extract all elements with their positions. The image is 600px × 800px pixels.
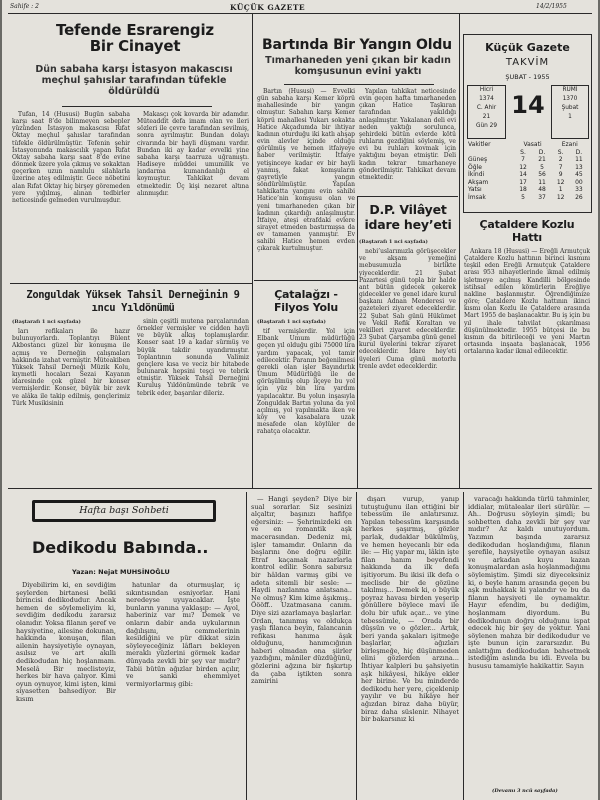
cell: 56 — [538, 171, 546, 178]
continuation-note: (Devamı 3 ncü sayfada) — [492, 788, 558, 794]
section-rule — [358, 196, 458, 197]
zonguldak-headline: Zonguldak Yüksek Tahsil Derneğinin 9 ıncu Yıldönümü — [26, 289, 240, 314]
dedikodu-paragraph: dışarı vurup, yanıp tutuştuğunu ilan ettiğini bir tebessüm ile anlatırsınız. Yapılan tebessüm karşısında herkes şaşırmış, gözler parlak, dudaklar bükülmüş, ve hemen heyecanlı bir eda ile: — Hiç yapar mı, lâkin işte filan hanım beyefendi hakkında da ilk defa işitiyorum. Bu ikisi ilk defa o meclisde bir de gözüne takılmış... Demek ki, o büyük poyraz havası birden yeşerip gönüllere böylece mavi ile dolu bir ufuk açar... ve yine tebessümle, — Orada bir düşsün ve o gözler... Artık, beri yanda şakaları işitmeğe başlarlar, ağızları birleşmeğe, hiç düşünmeden elini gözlerden arzına... İhtiyar kalpleri bu şahsiyetin aşk hikâyesi, hikâye ekler her birine. Ve bu minderde dedikodu her yere, çiçeklenip yayılır ve bu hikâye her ağızdan biraz daha büyür, biraz daha süslenir. Nihayet bir bakarsınız ki — [361, 496, 459, 724]
yangin-paragraph: Bartın (Hususi) — Evvelki gün sabaha karşı Kemer köprü mahallesinde bir yangın olmuştur. Sabahın karşı Kemer köprü mahallesi Yukarı sokakta Hatice Akçadumda bir ihtiyar kadının oturduğu iki katlı ahşap evin alevler içinde olduğu görülmüş ve hemen itfaiyeye haber verilmiştir. İtfaiye yetişinceye kadar ev bir hayli yanmış, fakat komşuların gayretiyle yangın söndürülmüştür. Yapılan tahkikatta yangını evin sahibi Hatice’nin komşusu olan ve yeni tımarhaneden çıkan bir kadının çıkardığı anlaşılmıştır. İtfaiye, ateşi etrafdaki evlere sirayet etmeden bastırmışsa da ev tamamen yanmıştır. Ev sahibi Hatice hemen evden çıkarak kurtulmuştur. — [257, 88, 355, 253]
row-label: Akşam — [468, 178, 489, 186]
col-head: Vasati — [523, 141, 542, 148]
sub-head: S. — [557, 148, 564, 156]
row-label: Yatsı — [468, 186, 482, 193]
cell: 18 — [519, 186, 527, 193]
column-rule — [252, 14, 253, 488]
cell: 11 — [538, 178, 546, 186]
prayer-times-table — [467, 141, 588, 201]
page-label: Sahife : 2 — [10, 3, 39, 10]
rumi-day: 1 — [568, 114, 572, 120]
kozlu-paragraph: Ankara 18 (Hususi) — Ereğli Armutçuk Çataldere Kozlu hattının birinci kısmını teşkil eden Ereğli Armutçuk Çataldere arası 953 nihayetlerinde ikmal edilmiş işletmeye açılmış Kandilli bölgesinde istihsal edilen kömürlerin Ereğliye nakline başlanmıştır. Öğrendiğimize göre; Çataldere Kozlu hattının ikinci kısmı olan Kozlu ile Çataldere arasında Mart 1955 de başlanacaktır. Bu iş için bu yıl ihale tahvilat çıkarılması düşünülmektedir. 1955 bütçesi ile bu kısmın da bitirileceği ve yeni Martın ortasında inşaata başlanacak, 1956 ortalarına kadar ikmal edilecektir. — [464, 248, 590, 356]
rumi-year: 1370 — [562, 96, 578, 102]
cell: 12 — [556, 178, 565, 186]
catalagzi-text — [257, 318, 355, 484]
cell: 17 — [519, 178, 527, 186]
dedikodu-headline: Dedikodu Babında.. — [32, 538, 209, 557]
paper-name: KÜÇÜK GAZETE — [230, 3, 306, 12]
dedikodu-paragraph: varacağı hakkında türlü tahminler, iddialar, mütalealar ileri sürülür. — Ah.. Doğrusu söyleyin şimdi; bu sohbetten daha zevkli bir şey var mıdır? Az kaldı unutuyordum. Yazımın başında zararsız dedikodudan hoşlandığımı, filanın şerefile, haysiyetile oynayan asılsız ve arkadan kuyu kazan konuşmalardan asla hoşlanmadığımı söylemiştim. Şimdi siz diyeceksiniz ki, o beyle hanım arasında geçen bu aşk muhakkak ki yalandır ve bu da filanın haysiyeti ile oynamaktır. Hayır efendim, bu dediğim, hoşlanmam diyordum. Bu dedikodunun doğru olduğunu ispat edecek hiç bir şey de yoktur. Yani söylenen mahza bir dedikodudur ve işte bunun için zararsızdır. Bu anlattığım dedikodudan bahsetmek istediğim aslında bu idi. Evvela bu hususu tamamiyle hakikattir. Sayın — [468, 496, 590, 671]
yangin-headline: Bartında Bir Yangın Oldu — [262, 37, 452, 53]
dp-headline: D.P. Vilâyet idare hey’eti — [364, 202, 452, 232]
dp-text — [359, 238, 456, 484]
sub-head: S. — [520, 148, 526, 156]
kozlu-headline: Çataldere Kozlu Hattı — [479, 218, 575, 244]
headline-rule — [284, 84, 434, 85]
cell: 2 — [558, 156, 563, 163]
continuation-credit: (Baştarafı 1 nci sayfada) — [12, 319, 81, 325]
zonguldak-paragraph: ları refikaları ile hazır bulunuyorlardı. Toplantıyı Bülent Akbostancı güzel bir konuşma ile açmış ve Derneğin çalışmaları hakkında izahat vermiştir. Müteakiben Yüksek Tahsil Derneği Müzik Kolu, kıymetli hocaları Sezai Kayanın idaresinde çok güzel bir konser vermişlerdir. Konser, büyük bir zevk ve alâka ile takip edilmiş, gençlerimiz Türk Musikisinin — [12, 328, 130, 407]
cell: 11 — [575, 156, 583, 163]
cinayet-subheadline: Dün sabaha karşı İstasyon makascısı meçhul şahıslar tarafından tüfekle öldürüldü — [35, 64, 233, 97]
cell: 12 — [519, 163, 527, 171]
cell: 7 — [521, 156, 525, 163]
kozlu-text — [464, 248, 590, 484]
row-label: Güneş — [468, 156, 488, 163]
table-row — [467, 164, 588, 172]
hicri-year: 1374 — [479, 96, 494, 102]
cell: 48 — [538, 186, 546, 193]
headline-rule — [62, 106, 212, 107]
cell: 12 — [556, 193, 565, 201]
hicri-label: Hicri — [479, 87, 494, 93]
takvim-month: ŞUBAT - 1955 — [505, 73, 550, 81]
dedikodu-text-col3 — [251, 496, 352, 798]
section-rule — [254, 280, 357, 281]
yangin-text-col1 — [257, 88, 355, 276]
catalagzi-headline: Çatalağzı - Filyos Yolu — [273, 288, 339, 314]
dedikodu-paragraph: hatunlar da oturmuşlar, iç sıkıntısından esniyorlar. Hani neredeyse uyuyacaklar. İşte bunların yanına yaklaşıp: — Ayol, haberiniz var mı? Demek ve onların dabir anda uykularının dağılışını, cemmelerinin kesildiğini ve pür dikkat sizin söyleyeceğiniz lâfları bekleyen meraklı yüzlerini görmek kadar dünyada zevkli bir şey var mıdır? Tabii bütün ağızlar birden açılır, ve sanki ehemmiyet vermiyorlarmış gibi: — [126, 582, 240, 688]
cell: 9 — [558, 171, 563, 178]
top-rule — [8, 13, 592, 14]
column-rule — [463, 492, 464, 800]
hicri-gun: Gün 29 — [475, 123, 498, 129]
cinayet-paragraph: Makasçı çok kovarda bir adamdır. Müteaddit defa imam olan ve ileri sözleri ile çevre tarafından sevilmiş, sonra ayrılmıştır. Bundan dolayı civarında bir hayli düşmanı vardır. Bundan iki ay kadar evvelki yine sabaha karşı taarruza uğramıştı. Hadiseye müddei umumilik ve jandarma kumandanlığı el koymuştur. Tahkikat devam etmektedir. Üç kişi nezaret altına alınmışdır. — [137, 111, 249, 197]
section-rule — [10, 283, 252, 284]
cell: 45 — [575, 171, 583, 178]
hicri-month: C. Ahir — [476, 105, 497, 111]
row-label: Öğle — [468, 163, 482, 171]
section-banner — [32, 500, 216, 522]
yangin-paragraph: Yapılan tahkikat neticesinde evin geçen hafta tımarhaneden çıkan Hatice Taşkıran tarafından yakıldığı anlaşılmıştır. Yakalanan deli evi neden yaktığı sorulunca, şehirdeki bütün evlerde kötü ruhların gezdiğini söylemiş, ve evi bu ruhları kovmak için yaktığını beyan etmiştir. Deli kadın tekrar tımarhaneye gönderilmiştir. Tahkikat devam etmektedir. — [359, 88, 456, 181]
takvim-box — [463, 34, 592, 213]
table-row — [467, 179, 588, 187]
row-label: İkindi — [468, 171, 485, 178]
cell: 5 — [521, 193, 525, 201]
cinayet-text-col2 — [137, 111, 249, 279]
col-head: Vakitler — [468, 141, 491, 148]
cell: 21 — [538, 156, 546, 163]
table-row — [467, 186, 588, 194]
zonguldak-paragraph: sinin çeşitli mutena parçalarından örnekler vermişler ve cidden hayli ve büyük alkış toplamışlardır. Konser saat 19 a kadar sürmüş ve büyük takdir uyandırmıştır. Toplantının sonunda Valimiz gençlere kısa ve veciz bir hitabede bulunarak hepsini teşçi ve tebrik etmiştir. Yüksek Tahsil Derneğini Kuruluş Yıldönümünde tebrik ve tebrik eder, başarılar dileriz. — [137, 318, 249, 397]
column-rule — [246, 492, 247, 800]
dedikodu-text-col5 — [468, 496, 590, 786]
section-rule — [8, 488, 592, 489]
takvim-day-number: 14 — [511, 91, 545, 119]
dedikodu-text-col1 — [16, 582, 116, 798]
table-row — [467, 171, 588, 179]
hicri-day: 21 — [482, 114, 491, 120]
cell: 37 — [538, 193, 546, 201]
dedikodu-paragraph: — Hangi şeyden? Diye bir sual sorarlar. Siz sesinizi alçaltır, başınızı hafifçe eğersiniz: — Şehrimizdeki en ve en romantik aşk macerasından. Dedeniz mi, işler tamamdır. Onların da başlarını öne doğru eğilir. Etraf kaçamak nazarlarla kontrol edilir. Sonra sabırsız bir hâldan varmış gibi ve adeta sitemli bir sesle: — Haydi nazlanma anlatsana.. Ne olmuş? Kim kime âşıkmış.. Öööff.. Uzatmasana canım. Diye sizi azarlamaya başlarlar. Ordan, tanınmış ve oldukça yaşlı filanca beyin, falancanın refikası hanıma âşık olduğunu, hanımcığının haberi olmadan ona şiirler yazdığını, mâniler düzdüğünü, gözlerini ağzına bir fışkırtıp da çaba iştikten sonra zamirini — [251, 496, 352, 686]
sub-head: D. — [575, 148, 583, 156]
sub-head: D. — [538, 148, 546, 156]
cell: 5 — [540, 163, 544, 171]
section-banner-label: Hafta başı Sohbeti — [35, 503, 213, 519]
table-row — [467, 194, 588, 202]
column-rule — [459, 14, 460, 488]
cinayet-headline: Tefende Esrarengiz Bir Cinayet — [56, 21, 214, 55]
cell: 14 — [519, 171, 527, 178]
col-head: Ezani — [561, 141, 578, 148]
takvim-paper-name: Küçük Gazete — [485, 41, 570, 54]
rumi-month: Şubat — [561, 105, 579, 111]
issue-date: 14/2/1955 — [536, 3, 567, 10]
cell: 7 — [558, 163, 563, 171]
dedikodu-byline: Yazan: Nejat MUHSİNOĞLU — [72, 568, 170, 576]
cell: 13 — [575, 163, 583, 171]
newspaper-page — [2, 0, 598, 800]
cell: 00 — [575, 178, 583, 186]
zonguldak-text-col2 — [137, 318, 249, 482]
table-row — [467, 156, 588, 164]
cell: 26 — [575, 193, 583, 201]
cell: 33 — [575, 186, 583, 193]
cell: 1 — [558, 186, 563, 193]
continuation-credit: (Baştarafı 1 nci sayfada) — [257, 319, 326, 325]
dedikodu-text-col2 — [126, 582, 240, 798]
dp-paragraph: nebi’uslarımızla görüşecekler ve akşam yemeğini mebusumuzla birlikte yiyeceklerdir. 21 Şubat Pazartesi günü topla bir halde ant bütün gidecek çekerek gidecekler ve genel idare kurul başkanı Adnan Menderesi ve gazeteleri ziyaret edeceklerdir. 22 Şubat Salı günü Hükümet ve Vekil Refik Koraltan ve vekilleri ziyaret edeceklerdir. 23 Şubat Çarşamba günü genel kurul üyelerini tekrar ziyaret edeceklerdir. İdare hey’eti üyeleri Cuma günü motorlu trenle avdet edeceklerdir. — [359, 248, 456, 370]
rumi-box — [551, 85, 589, 139]
column-rule — [356, 492, 357, 800]
prayer-times-table-wrap — [467, 141, 588, 201]
catalagzi-paragraph: tif vermişlerdir. Yol için Elbank Umum müdürlüğü geçen yıl olduğu gibi 75000 lira yardım yapacak, yol tamir edilecektir. Paranın beğenilmesi gerekli olan işler Bayındırlık Umum Müdürlüğü ile de görüşülmüş olup ilçeye bu yol için yüz bin lira yardım yapılacaktır. Bu yolun inşasıyla Zonguldak Bartın yoluna da yol açılmış, yol yapılmakta iken ve köy ve kasabalara uzak mesafede olan köylüler de rahatça olacaktır. — [257, 328, 355, 436]
column-rule — [357, 196, 358, 488]
takvim-title: TAKVİM — [505, 57, 550, 68]
yangin-text-col2 — [359, 88, 456, 192]
cinayet-text-col1 — [12, 111, 130, 279]
hicri-box — [467, 85, 506, 139]
continuation-credit: (Baştarafı 1 nci sayfada) — [359, 239, 428, 245]
yangin-subheadline: Tımarhaneden yeni çıkan bir kadın komşusunun evini yaktı — [265, 55, 451, 77]
dedikodu-paragraph: Diyebilirim ki, en sevdiğim şeylerden birtanesi belki birincisi dedikodudur. Ancak hemen de söylemeliyim ki, sevdiğim dedikodu zararsız olanıdır. Yoksa filanın şeref ve haysiyetine, ailesine dokunan, hakkında konuşan, filan ailenin haysiyetiyle oynayan, asılsız ve art akıllı dedikodudan hiç hoşlanmam. Meselâ Bir meclisteyiz, herkes bir hava çalıyor. Kimi oyun oynuyor, kimi işten, kimi siyasetten bahsediyor. Bir kısım — [16, 582, 116, 703]
row-label: İmsak — [468, 193, 486, 201]
cinayet-paragraph: Tufan, 14 (Hususi) Bugün sabaha karşı saat 8’de bilinmeyen sebepler yüzünden İstasyon makascısı Rıfat Oktay meçhul şahıslar tarafından tüfekle öldürülmüştür. Tefenin şehir İstasyonunda makascılık yapan Rıfat Oktay sabaha karşı saat 8’de evine dönmek üzere yola çıkmış ve sokaktan geçerken uzun namlulu silahlarla üzerine ateş edilmiştir. Gece nöbetini alan Rıfat Oktay hiç birşey göremeden yere yığılmış, alınan tedbirler neticesinde gelmeden vurulmuşdur. — [12, 111, 130, 204]
dedikodu-text-col4 — [361, 496, 459, 798]
zonguldak-text-col1 — [12, 318, 130, 482]
rumi-label: RUMİ — [562, 87, 578, 93]
